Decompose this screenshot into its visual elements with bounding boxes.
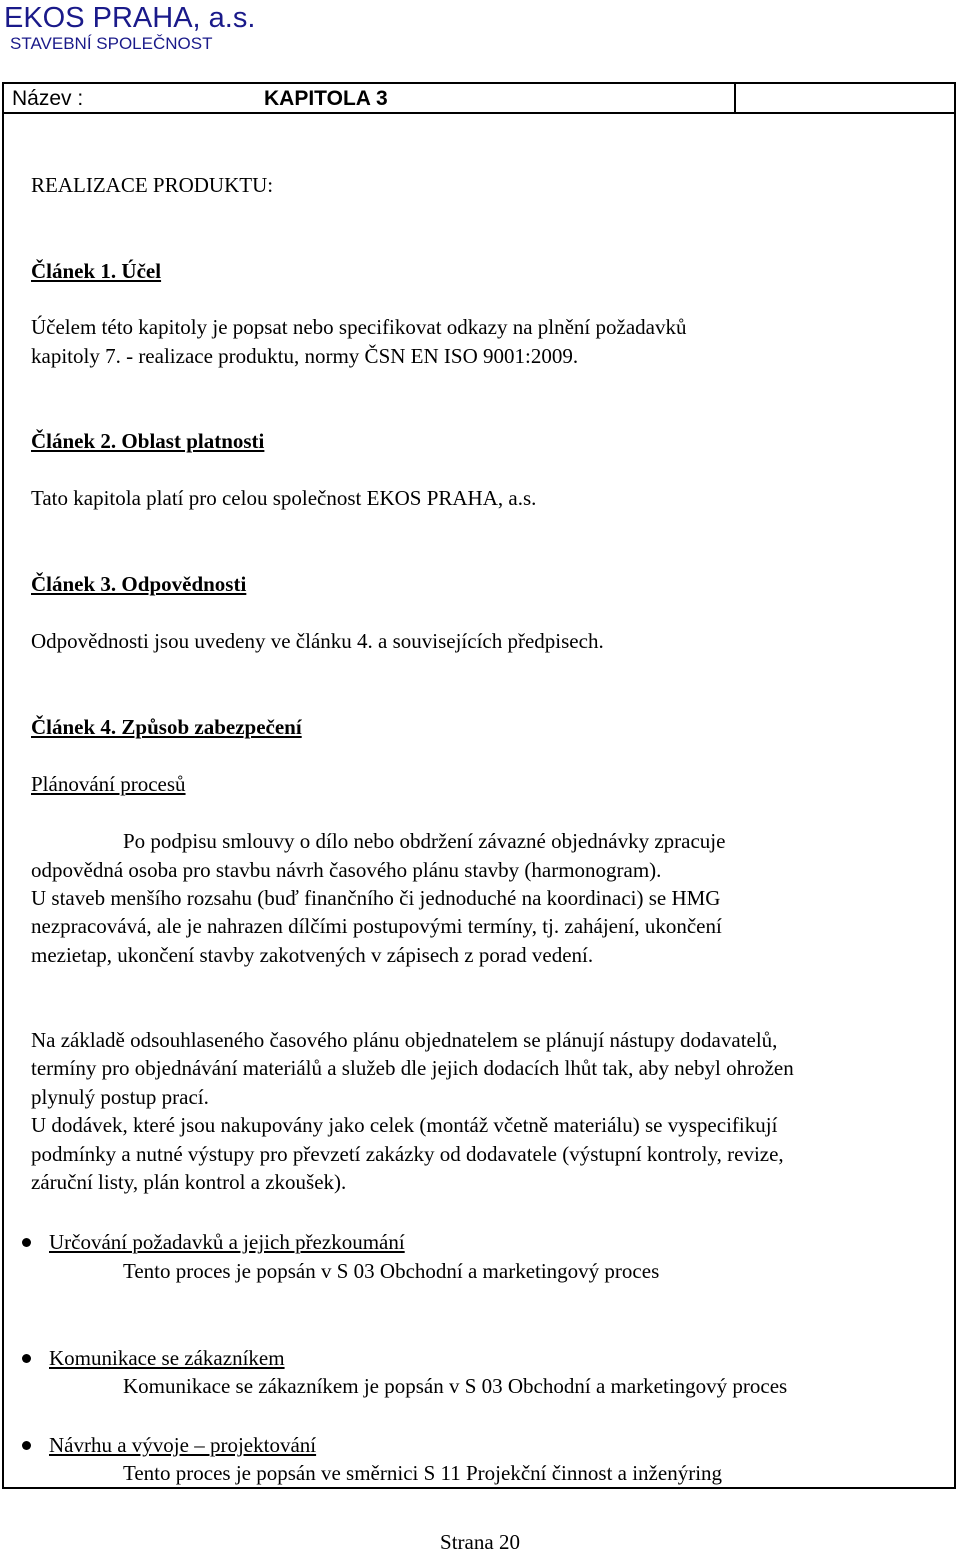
list-item-title: Komunikace se zákazníkem [49, 1346, 285, 1370]
section-title: REALIZACE PRODUKTU: [31, 173, 274, 197]
title-row [2, 82, 956, 114]
page-number: Strana 20 [440, 1530, 520, 1554]
list-item-text: Tento proces je popsán v S 03 Obchodní a marketingový proces [123, 1259, 660, 1283]
bullet-icon [22, 1354, 31, 1363]
list-item-text: Komunikace se zákazníkem je popsán v S 03 Obchodní a marketingový proces [123, 1374, 788, 1398]
para1-line: mezietap, ukončení stavby zakotvených v zápisech z porad vedení. [31, 943, 594, 967]
para2-line: záruční listy, plán kontrol a zkoušek). [31, 1170, 347, 1194]
bullet-icon [22, 1238, 31, 1247]
article-2-heading: Článek 2. Oblast platnosti [31, 429, 265, 453]
article-1-line: Účelem této kapitoly je popsat nebo specifikovat odkazy na plnění požadavků [31, 315, 687, 339]
article-2-text: Tato kapitola platí pro celou společnost EKOS PRAHA, a.s. [31, 486, 537, 510]
list-item-title: Určování požadavků a jejich přezkoumání [49, 1230, 405, 1254]
list-item-text: Tento proces je popsán ve směrnici S 11 Projekční činnost a inženýring [123, 1461, 723, 1485]
title-label: Název : [12, 87, 84, 110]
list-item-title: Návrhu a vývoje – projektování [49, 1433, 317, 1457]
para2-line: podmínky a nutné výstupy pro převzetí zakázky od dodavatele (výstupní kontroly, revize, [31, 1142, 784, 1166]
para2-line: Na základě odsouhlaseného časového plánu objednatelem se plánují nástupy dodavatelů, [31, 1028, 778, 1052]
article-3-text: Odpovědnosti jsou uvedeny ve článku 4. a souvisejících předpisech. [31, 629, 604, 653]
article-1-heading: Článek 1. Účel [31, 259, 162, 283]
para1-line: Po podpisu smlouvy o dílo nebo obdržení závazné objednávky zpracuje [123, 829, 726, 853]
article-1-line: kapitoly 7. - realizace produktu, normy ČSN EN ISO 9001:2009. [31, 344, 579, 368]
title-row-divider [734, 84, 736, 112]
company-subtitle: STAVEBNÍ SPOLEČNOST [10, 34, 213, 53]
article-3-heading: Článek 3. Odpovědnosti [31, 572, 247, 596]
bullet-icon [22, 1441, 31, 1450]
article-4-subheading: Plánování procesů [31, 772, 186, 796]
article-4-heading: Článek 4. Způsob zabezpečení [31, 715, 302, 739]
para2-line: plynulý postup prací. [31, 1085, 209, 1109]
para1-line: nezpracovává, ale je nahrazen dílčími postupovými termíny, tj. zahájení, ukončení [31, 914, 722, 938]
para1-line: U staveb menšího rozsahu (buď finančního či jednoduché na koordinaci) se HMG [31, 886, 721, 910]
para1-line: odpovědná osoba pro stavbu návrh časového plánu stavby (harmonogram). [31, 858, 662, 882]
para2-line: U dodávek, které jsou nakupovány jako celek (montáž včetně materiálu) se vyspecifikují [31, 1113, 778, 1137]
chapter-title: KAPITOLA 3 [264, 87, 388, 110]
company-name: EKOS PRAHA, a.s. [4, 2, 256, 34]
para2-line: termíny pro objednávání materiálů a služeb dle jejich dodacích lhůt tak, aby nebyl ohrožen [31, 1056, 794, 1080]
